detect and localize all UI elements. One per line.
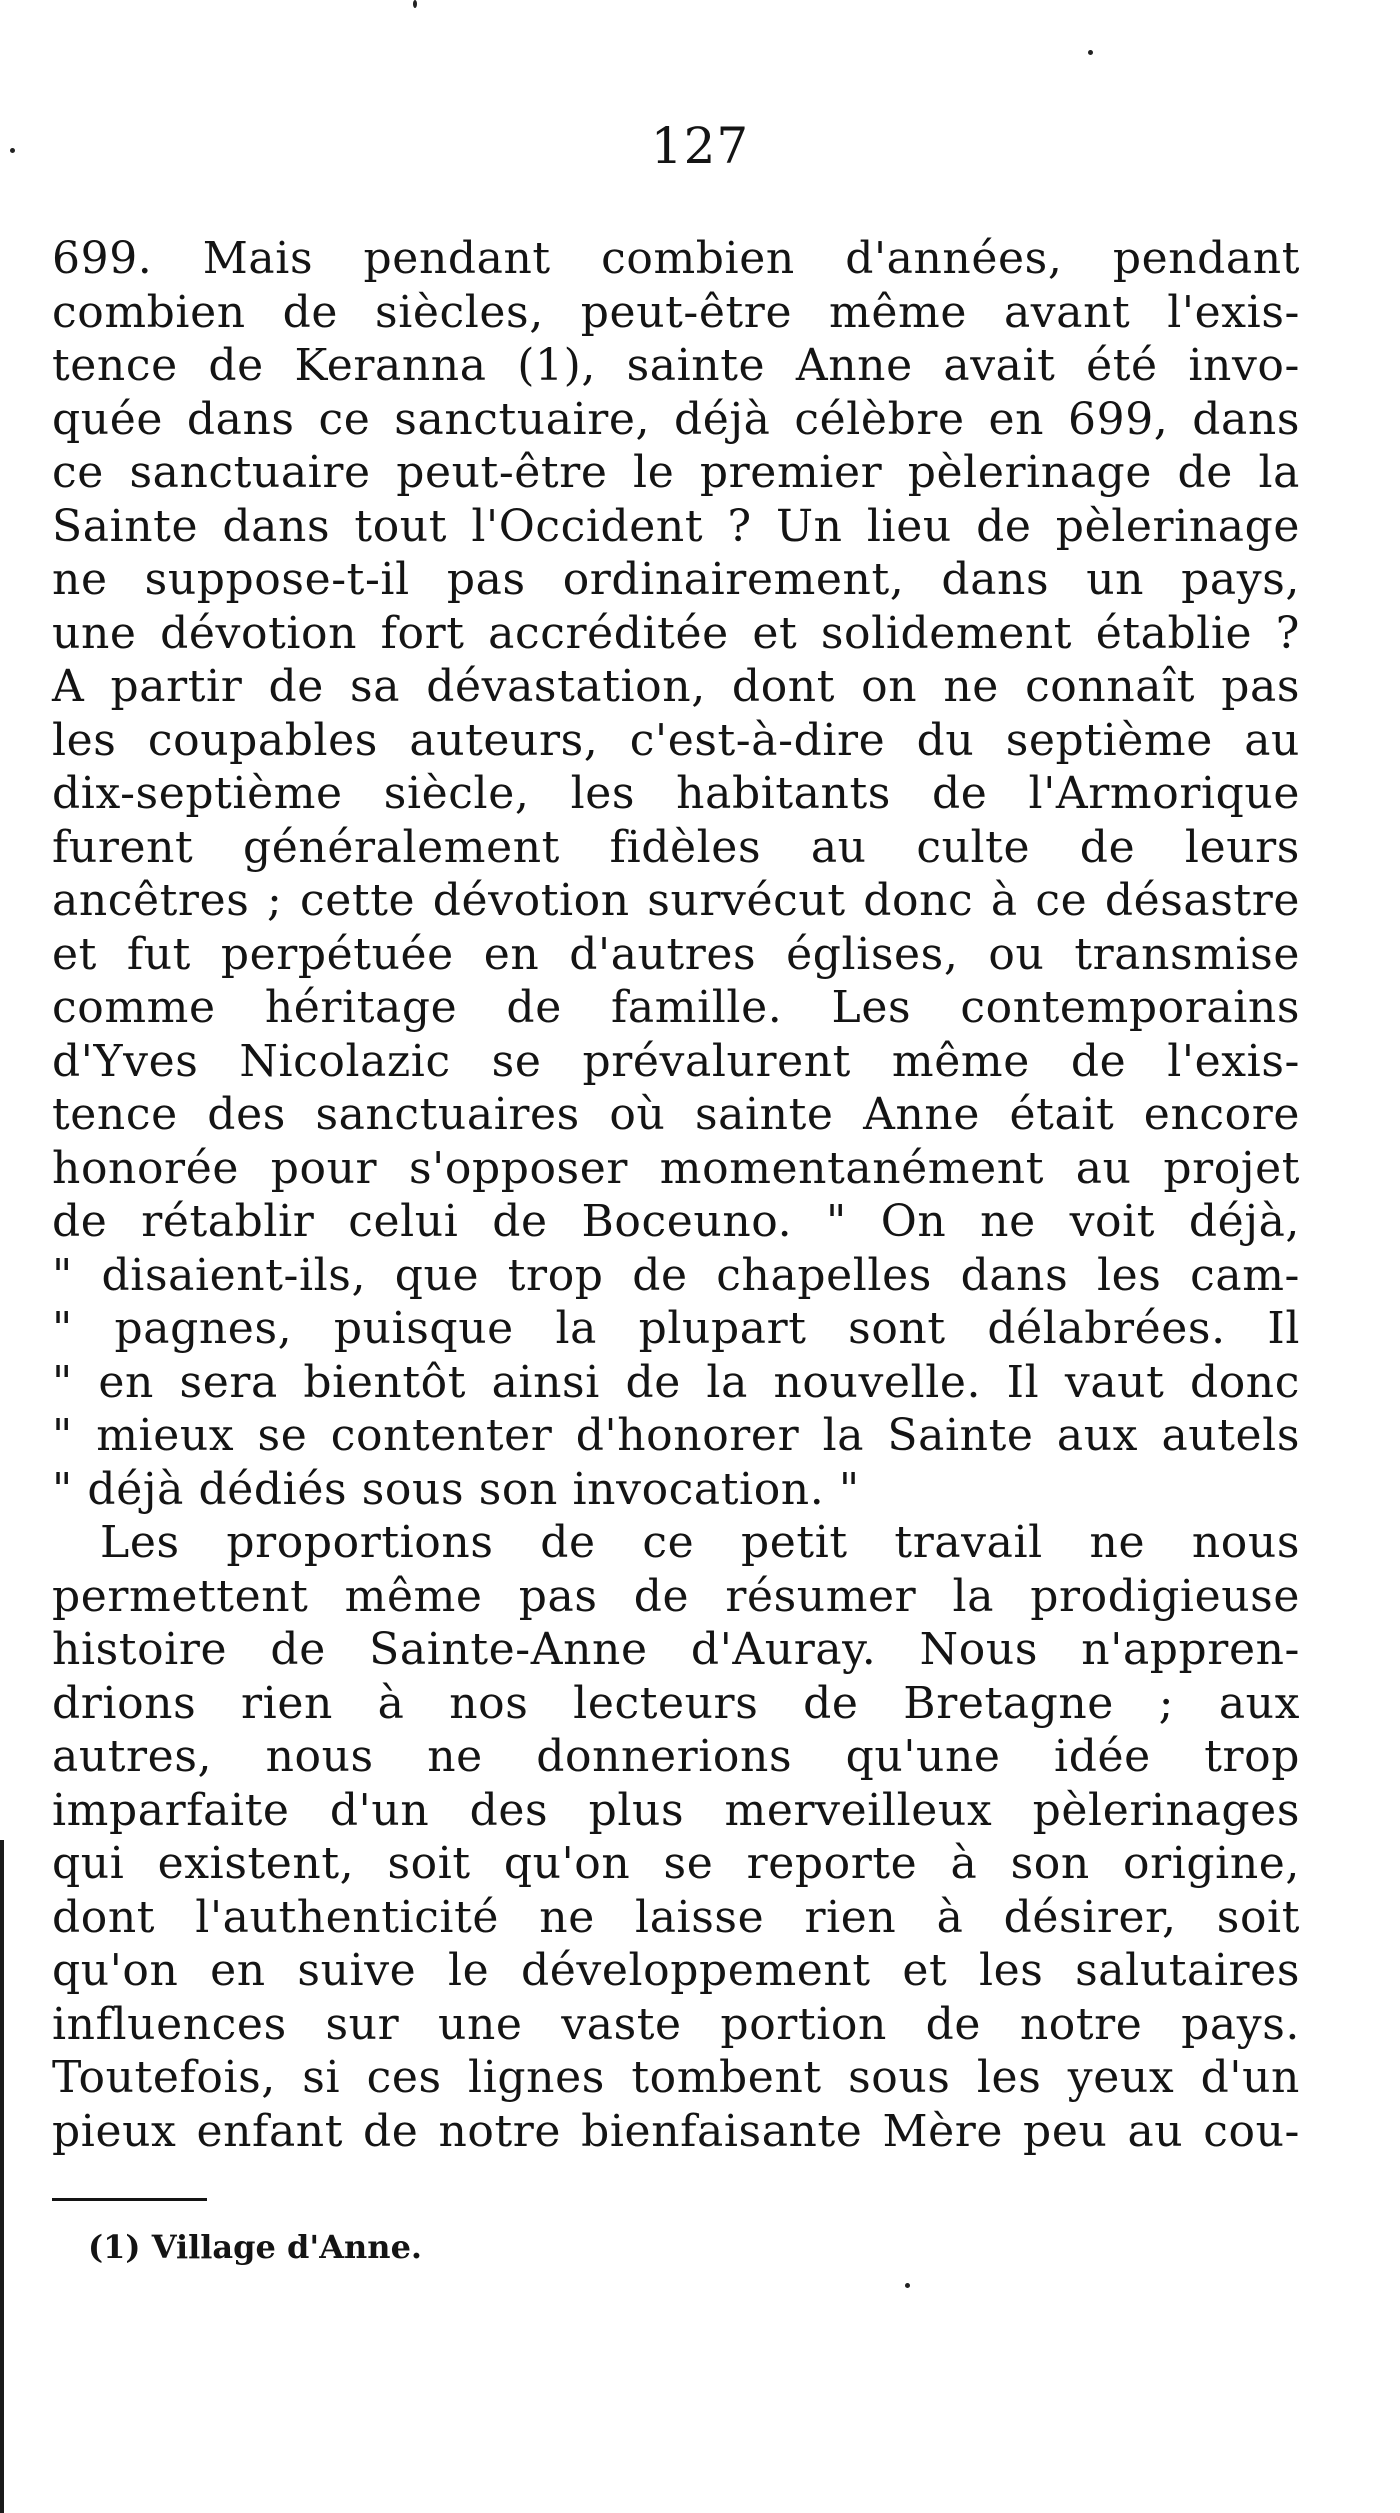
text-line: drions rien à nos lecteurs de Bretagne ; aux xyxy=(52,1677,1300,1729)
text-line: " en sera bientôt ainsi de la nouvelle. Il vaut donc xyxy=(52,1356,1300,1408)
text-line: histoire de Sainte-Anne d'Auray. Nous n'appren- xyxy=(52,1624,1300,1675)
page-number: 127 xyxy=(650,117,750,175)
footnote-rule xyxy=(52,2198,207,2201)
text-line: Sainte dans tout l'Occident ? Un lieu de pèlerinage xyxy=(52,500,1300,552)
text-line: imparfaite d'un des plus merveilleux pèlerinages xyxy=(52,1784,1300,1836)
scan-speck xyxy=(10,148,15,153)
text-line: 699. Mais pendant combien d'années, pendant xyxy=(52,233,1300,284)
text-line: honorée pour s'opposer momentanément au projet xyxy=(52,1142,1300,1194)
scan-speck xyxy=(1088,50,1093,55)
text-line: d'Yves Nicolazic se prévalurent même de l'exis- xyxy=(52,1035,1300,1087)
text-line: ne suppose-t-il pas ordinairement, dans un pays, xyxy=(52,554,1300,605)
text-line: dix-septième siècle, les habitants de l'Armorique xyxy=(52,768,1300,819)
text-line: qui existent, soit qu'on se reporte à son origine, xyxy=(52,1838,1300,1889)
body-text xyxy=(52,232,1300,2158)
text-line: pieux enfant de notre bienfaisante Mère peu au cou- xyxy=(52,2105,1300,2157)
paragraph-1 xyxy=(52,232,1300,1516)
footnote: (1) Village d'Anne. xyxy=(88,2228,423,2266)
text-line: une dévotion fort accréditée et solidement établie ? xyxy=(52,607,1300,659)
text-line: les coupables auteurs, c'est-à-dire du septième au xyxy=(52,714,1300,766)
text-line: permettent même pas de résumer la prodigieuse xyxy=(52,1570,1300,1622)
scan-edge xyxy=(0,1840,4,2513)
text-line: " disaient-ils, que trop de chapelles dans les cam- xyxy=(52,1249,1300,1301)
text-line: influences sur une vaste portion de notre pays. xyxy=(52,1998,1300,2050)
text-line: tence de Keranna (1), sainte Anne avait été invo- xyxy=(52,340,1300,391)
text-line: A partir de sa dévastation, dont on ne connaît pas xyxy=(52,661,1300,712)
text-line: quée dans ce sanctuaire, déjà célèbre en 699, dans xyxy=(52,393,1300,445)
text-line: dont l'authenticité ne laisse rien à désirer, soit xyxy=(52,1891,1300,1943)
text-line: tence des sanctuaires où sainte Anne était encore xyxy=(52,1089,1300,1140)
text-line: " mieux se contenter d'honorer la Sainte aux autels xyxy=(52,1410,1300,1461)
paragraph-2 xyxy=(52,1516,1300,2158)
text-line: ce sanctuaire peut-être le premier pèlerinage de la xyxy=(52,447,1300,498)
text-line: comme héritage de famille. Les contemporains xyxy=(52,982,1300,1033)
text-line: qu'on en suive le développement et les salutaires xyxy=(52,1945,1300,1996)
text-line: combien de siècles, peut-être même avant l'exis- xyxy=(52,286,1300,338)
text-line: Les proportions de ce petit travail ne nous xyxy=(100,1517,1300,1568)
scan-speck xyxy=(905,2283,910,2288)
text-line: de rétablir celui de Boceuno. " On ne voit déjà, xyxy=(52,1196,1300,1247)
scan-speck xyxy=(413,0,417,8)
text-line: furent généralement fidèles au culte de leurs xyxy=(52,821,1300,873)
text-line: Toutefois, si ces lignes tombent sous les yeux d'un xyxy=(52,2052,1300,2103)
text-line: " déjà dédiés sous son invocation. " xyxy=(52,1463,860,1515)
text-line: et fut perpétuée en d'autres églises, ou transmise xyxy=(52,928,1300,980)
text-line: ancêtres ; cette dévotion survécut donc à ce désastre xyxy=(52,875,1300,926)
text-line: autres, nous ne donnerions qu'une idée trop xyxy=(52,1731,1300,1782)
text-line: " pagnes, puisque la plupart sont délabrées. Il xyxy=(52,1303,1300,1354)
